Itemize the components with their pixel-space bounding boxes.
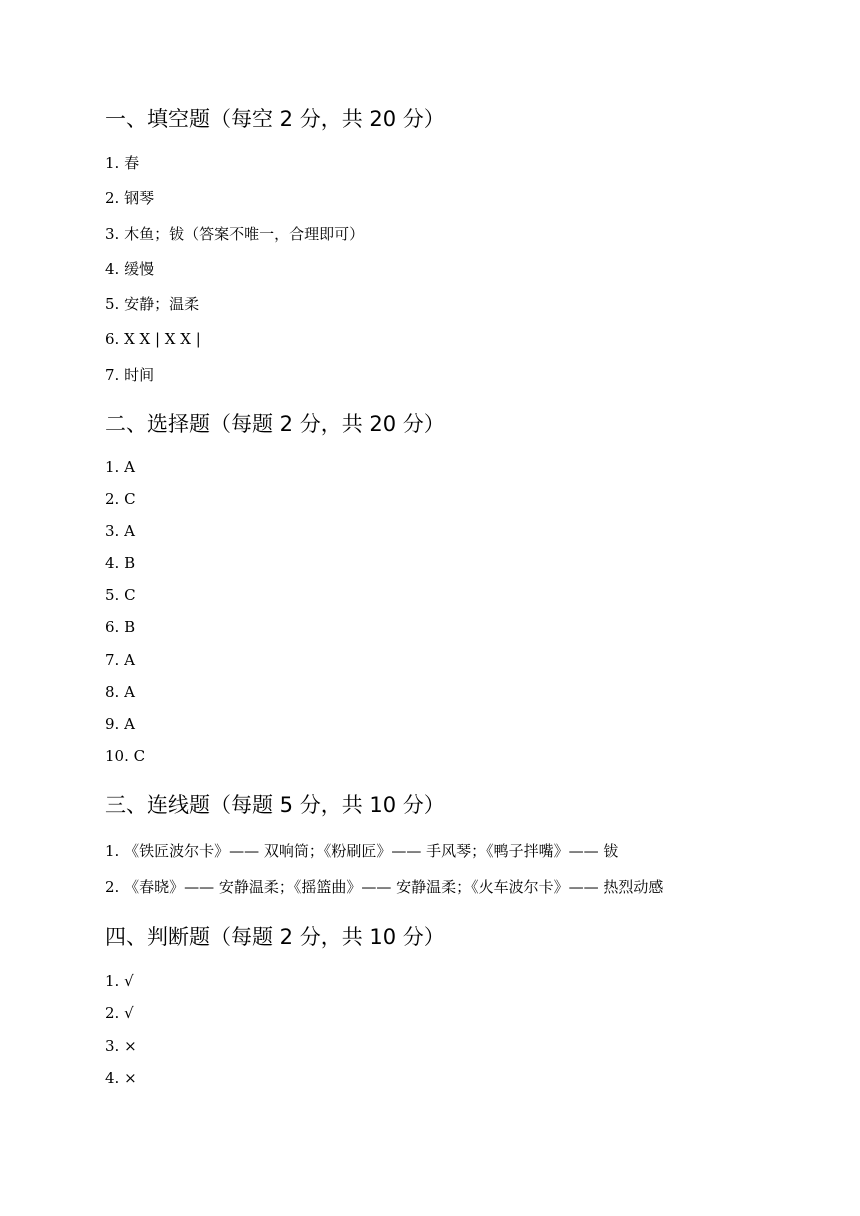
answer-item: 2. 钢琴 [105,189,155,208]
answer-item: 1. 春 [105,154,140,172]
answer-item: 5. C [105,586,136,605]
section-heading: 四、判断题（每题 2 分，共 10 分） [105,925,445,949]
section-fill-blank [105,105,805,393]
answer-item: 10. C [105,746,146,765]
answer-item: 2. 《春晓》—— 安静温柔；《摇篮曲》—— 安静温柔；《火车波尔卡》—— 热烈动感 [105,878,664,896]
answer-item: 5. 安静；温柔 [105,295,200,314]
answer-item: 1. A [105,458,135,476]
answer-item: 2. √ [105,1004,134,1023]
answer-item: 4. B [105,554,136,573]
answer-item: 3. × [105,1036,137,1055]
answer-list [105,146,805,393]
answer-item: 1. √ [105,972,134,990]
section-matching [105,791,805,905]
answer-item: 2. C [105,490,136,509]
answer-item: 7. A [105,650,135,669]
section-choice [105,410,805,772]
answer-item: 7. 时间 [105,365,155,384]
answer-list [105,965,805,1094]
section-judgment [105,923,805,1094]
section-heading: 二、选择题（每题 2 分，共 20 分） [105,412,445,436]
answer-item: 6. X X | X X | [105,330,201,349]
answer-item: 9. A [105,714,135,733]
answer-item: 8. A [105,682,135,701]
answer-item: 1. 《铁匠波尔卡》—— 双响筒；《粉刷匠》—— 手风琴；《鸭子拌嘴》—— 钹 [105,842,619,860]
answer-item: 4. × [105,1068,137,1087]
answer-item: 3. 木鱼；钹（答案不唯一，合理即可） [105,224,365,243]
answer-item: 4. 缓慢 [105,259,155,278]
section-heading: 一、填空题（每空 2 分，共 20 分） [105,107,445,131]
answer-item: 3. A [105,522,135,541]
answer-item: 6. B [105,618,136,637]
section-heading: 三、连线题（每题 5 分，共 10 分） [105,793,445,817]
answer-list [105,833,805,905]
answer-list [105,451,805,772]
